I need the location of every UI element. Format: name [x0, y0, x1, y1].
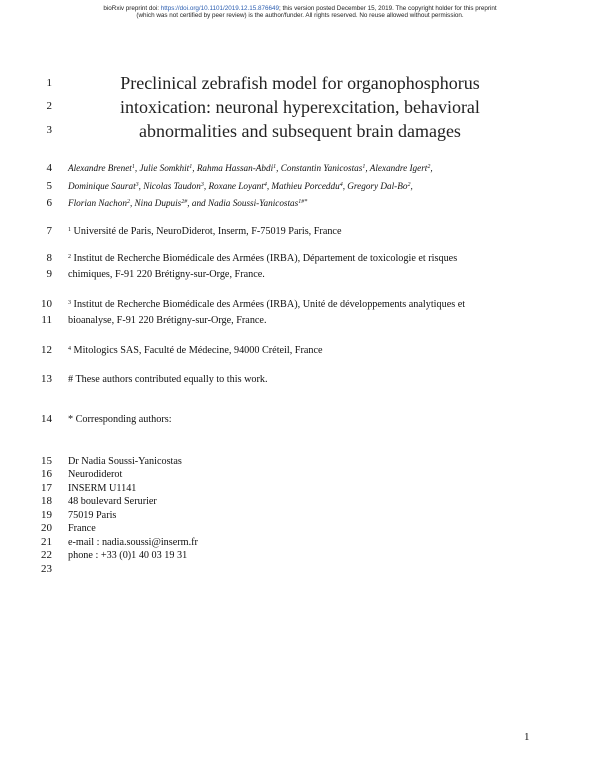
author-affiliation-mark: 1 — [189, 164, 193, 170]
header-line-2: (which was not certified by peer review) is the author/funder. All rights reserved. No reuse allowed without permission. — [136, 12, 464, 20]
line-number: 21 — [41, 536, 52, 548]
address-line: 75019 Paris — [68, 510, 117, 521]
author-name: and Nadia Soussi-Yanicostas — [191, 198, 299, 208]
affiliation-3: $^3$ Institut de Recherche Biomédicale des Armées (IRBA), Unité de développements analytiques et — [68, 299, 466, 310]
doi-link[interactable]: https://doi.org/10.1101/2019.12.15.876649 — [160, 5, 280, 12]
affiliation-mark: 1 — [68, 227, 71, 233]
line-number: 3 — [46, 124, 52, 136]
line-number: 16 — [41, 468, 52, 480]
author-affiliation-mark: 3 — [200, 182, 204, 188]
author-affiliation-mark: 2 — [126, 199, 130, 205]
address-line: France — [68, 523, 96, 534]
author-name: Alexandre Brenet — [68, 163, 132, 173]
author-affiliation-mark: 2 — [407, 182, 411, 188]
line-number: 9 — [46, 268, 52, 280]
author-name: Nicolas Taudon — [143, 181, 201, 191]
author-name: Mathieu Porceddu — [271, 181, 340, 191]
author-name: Julie Somkhit — [139, 163, 190, 173]
preprint-header — [0, 5, 600, 20]
line-number: 15 — [41, 455, 52, 467]
line-number: 11 — [41, 314, 52, 326]
author-name: Florian Nachon — [68, 198, 127, 208]
author-line: Dominique Saurat$^3$, Nicolas Taudon$^3$, Roxane Loyant$^4$, Mathieu Porceddu$^4$, Gregory Dal-Bo$^2$, — [68, 181, 413, 191]
line-number: 7 — [46, 225, 52, 237]
address-line: Dr Nadia Soussi-Yanicostas — [68, 456, 182, 467]
author-affiliation-mark: 1 — [273, 164, 277, 170]
address-line: Neurodiderot — [68, 469, 123, 480]
line-number: 1 — [46, 77, 52, 89]
line-number: 12 — [41, 344, 52, 356]
affiliation-2: $^2$ Institut de Recherche Biomédicale des Armées (IRBA), Département de toxicologie et risques — [68, 253, 458, 264]
author-name: Gregory Dal-Bo — [347, 181, 408, 191]
corresponding-note: * Corresponding authors: — [68, 414, 172, 425]
line-number: 5 — [46, 180, 52, 192]
affiliation-mark: 4 — [68, 346, 71, 352]
line-number: 18 — [41, 495, 52, 507]
author-name: Dominique Saurat — [68, 181, 136, 191]
phone-line: phone : +33 (0)1 40 03 19 31 — [68, 550, 188, 561]
author-affiliation-mark: 2 — [427, 164, 431, 170]
author-line: Florian Nachon$^2$, Nina Dupuis$^{2\#}$, and Nadia Soussi-Yanicostas$^{1\#*}$ — [68, 198, 308, 208]
address-line: INSERM U1141 — [68, 483, 137, 494]
author-line: Alexandre Brenet$^1$, Julie Somkhit$^1$, Rahma Hassan-Abdi$^1$, Constantin Yanicostas$^1$, Alexandre Igert$^2$, — [68, 163, 433, 173]
author-affiliation-mark: 2# — [181, 199, 188, 205]
line-number: 22 — [41, 549, 52, 561]
line-number: 17 — [41, 482, 52, 494]
affiliation-4: $^4$ Mitologics SAS, Faculté de Médecine, 94000 Créteil, France — [68, 345, 323, 356]
author-affiliation-mark: 1 — [131, 164, 135, 170]
title-line: intoxication: neuronal hyperexcitation, behavioral — [120, 97, 480, 117]
line-number: 19 — [41, 509, 52, 521]
header-line-1: bioRxiv preprint doi: https://doi.org/10.1101/2019.12.15.876649; this version posted December 15, 2019. The copyright holder for this preprint — [103, 5, 497, 12]
line-number: 23 — [41, 563, 52, 575]
author-affiliation-mark: 1#* — [298, 199, 308, 205]
line-number: 14 — [41, 413, 52, 425]
title-line: Preclinical zebrafish model for organophosphorus — [120, 73, 480, 93]
line-number: 20 — [41, 522, 52, 534]
address-line: 48 boulevard Serurier — [68, 496, 157, 507]
email-line[interactable]: e-mail : nadia.soussi@inserm.fr — [68, 537, 198, 548]
affiliation-2-cont: chimiques, F-91 220 Brétigny-sur-Orge, France. — [68, 269, 265, 280]
affiliation-1: $^1$ Université de Paris, NeuroDiderot, Inserm, F-75019 Paris, France — [68, 226, 342, 237]
equal-contribution-note: # These authors contributed equally to this work. — [68, 374, 268, 385]
affiliation-3-cont: bioanalyse, F-91 220 Brétigny-sur-Orge, France. — [68, 315, 267, 326]
line-number: 10 — [41, 298, 52, 310]
author-affiliation-mark: 1 — [362, 164, 366, 170]
author-affiliation-mark: 3 — [135, 182, 139, 188]
page-number: 1 — [524, 731, 530, 743]
line-number: 6 — [46, 197, 52, 209]
author-affiliation-mark: 4 — [339, 182, 343, 188]
affiliation-mark: 3 — [68, 300, 71, 306]
author-affiliation-mark: 4 — [263, 182, 267, 188]
author-name: Constantin Yanicostas — [280, 163, 363, 173]
author-name: Rahma Hassan-Abdi — [196, 163, 274, 173]
author-name: Alexandre Igert — [369, 163, 428, 173]
author-name: Roxane Loyant — [208, 181, 264, 191]
line-number: 2 — [46, 100, 52, 112]
line-number: 8 — [46, 252, 52, 264]
line-number: 13 — [41, 373, 52, 385]
author-name: Nina Dupuis — [134, 198, 182, 208]
line-number: 4 — [46, 162, 52, 174]
title-line: abnormalities and subsequent brain damages — [139, 121, 461, 141]
affiliation-mark: 2 — [68, 254, 71, 260]
